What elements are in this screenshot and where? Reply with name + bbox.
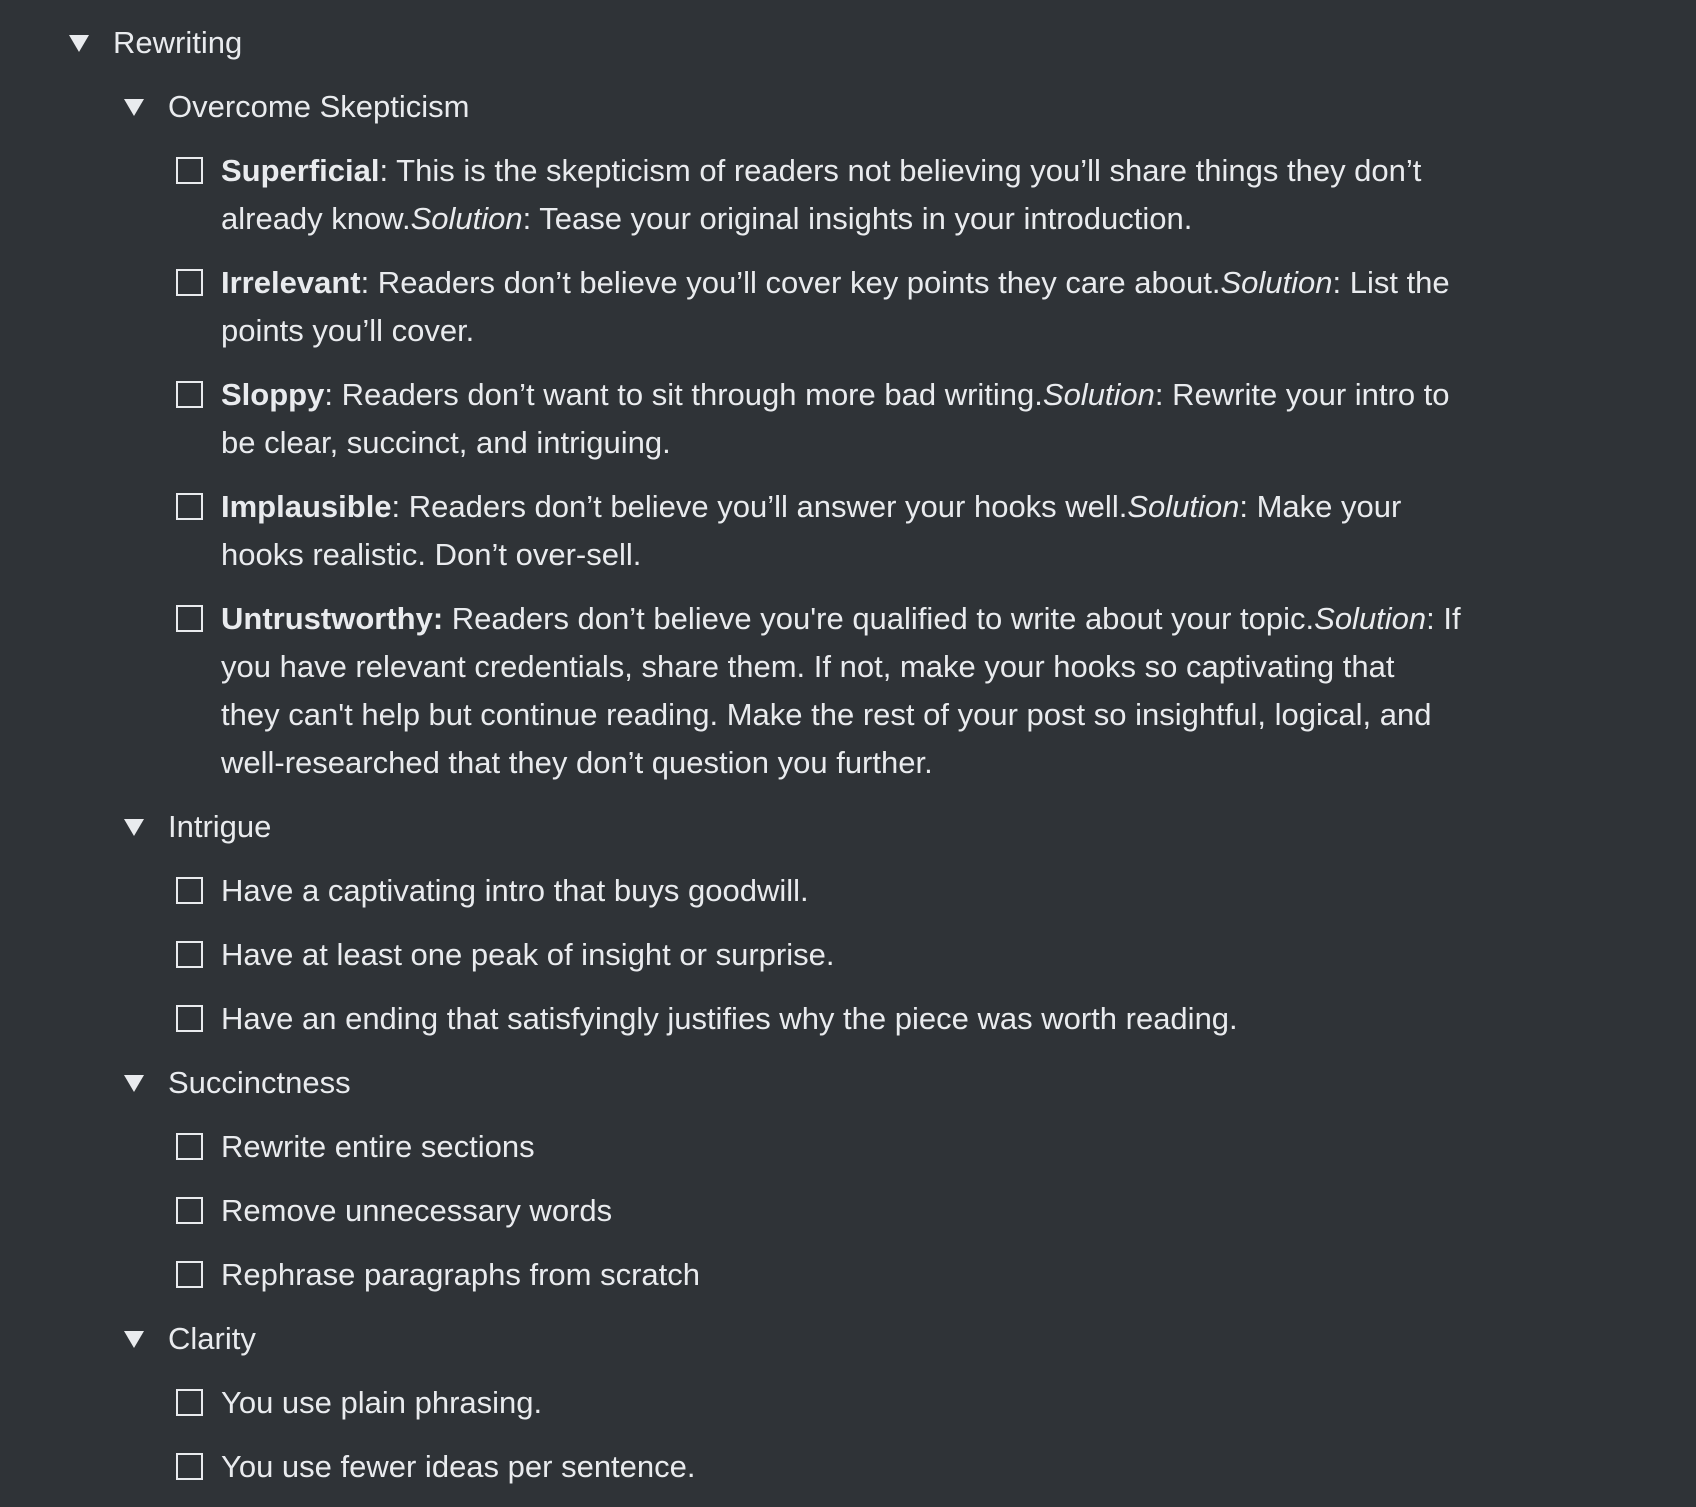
subsection-header <box>0 83 1696 131</box>
item-term: Sloppy <box>221 377 325 412</box>
checklist-item <box>0 1187 1696 1235</box>
collapse-triangle-icon[interactable] <box>124 99 144 116</box>
checklist-item <box>0 483 1696 579</box>
item-text: Have at least one peak of insight or surprise. <box>221 937 835 972</box>
item-text <box>221 483 1461 579</box>
item-text <box>221 147 1461 243</box>
checkbox[interactable] <box>176 941 203 968</box>
checklist-item <box>0 995 1696 1043</box>
collapse-triangle-icon[interactable] <box>124 1075 144 1092</box>
checklist-item <box>0 371 1696 467</box>
checklist-item <box>0 931 1696 979</box>
outline <box>0 19 1696 1507</box>
collapse-triangle-icon[interactable] <box>69 35 89 52</box>
checkbox[interactable] <box>176 1197 203 1224</box>
item-description: Readers don’t believe you're qualified to write about your topic. <box>443 601 1315 636</box>
checkbox[interactable] <box>176 1389 203 1416</box>
item-term: Untrustworthy: <box>221 601 444 636</box>
subsection-header <box>0 803 1696 851</box>
item-text: Rephrase paragraphs from scratch <box>221 1257 701 1292</box>
checklist-item <box>0 1251 1696 1299</box>
solution-text: : List the points you’ll cover. <box>221 265 1450 348</box>
item-description: : This is the skepticism of readers not believing you’ll share things they don’t already know. <box>221 153 1422 236</box>
checklist-item <box>0 1443 1696 1491</box>
collapse-triangle-icon[interactable] <box>124 819 144 836</box>
solution-label: Solution <box>1127 489 1240 524</box>
solution-label: Solution <box>1042 377 1155 412</box>
checkbox[interactable] <box>176 1453 203 1480</box>
checkbox[interactable] <box>176 877 203 904</box>
solution-label: Solution <box>1314 601 1427 636</box>
checklist-item <box>0 259 1696 355</box>
checklist-item <box>0 867 1696 915</box>
section-title: Rewriting <box>113 25 243 60</box>
item-description: : Readers don’t want to sit through more bad writing. <box>324 377 1043 412</box>
item-text: You use fewer ideas per sentence. <box>221 1449 696 1484</box>
solution-text: : Tease your original insights in your introduction. <box>522 201 1193 236</box>
checklist-item <box>0 147 1696 243</box>
checkbox[interactable] <box>176 1133 203 1160</box>
item-text <box>221 595 1461 787</box>
checklist-item <box>0 595 1696 787</box>
solution-label: Solution <box>1220 265 1333 300</box>
subsection-header <box>0 1315 1696 1363</box>
checkbox[interactable] <box>176 1005 203 1032</box>
checkbox[interactable] <box>176 1261 203 1288</box>
item-description: : Readers don’t believe you’ll answer your hooks well. <box>391 489 1128 524</box>
item-text: You use plain phrasing. <box>221 1385 543 1420</box>
solution-text: : If you have relevant credentials, share them. If not, make your hooks so captivating that they can't help but continue reading. Make the rest of your post so insightful, logical, and well-researched that they don’t question you further. <box>221 601 1461 780</box>
subsection-title: Clarity <box>168 1321 256 1356</box>
item-term: Superficial <box>221 153 380 188</box>
checkbox[interactable] <box>176 493 203 520</box>
subsection-title: Intrigue <box>168 809 272 844</box>
item-text: Rewrite entire sections <box>221 1129 535 1164</box>
checkbox[interactable] <box>176 605 203 632</box>
checkbox[interactable] <box>176 157 203 184</box>
item-description: : Readers don’t believe you’ll cover key points they care about. <box>360 265 1221 300</box>
subsection-title: Overcome Skepticism <box>168 89 470 124</box>
solution-text: : Rewrite your intro to be clear, succinct, and intriguing. <box>221 377 1450 460</box>
item-text <box>221 259 1461 355</box>
subsection-header <box>0 1059 1696 1107</box>
checklist-item <box>0 1123 1696 1171</box>
checkbox[interactable] <box>176 269 203 296</box>
checklist-item <box>0 1379 1696 1427</box>
item-text: Have an ending that satisfyingly justifies why the piece was worth reading. <box>221 1001 1238 1036</box>
checkbox[interactable] <box>176 381 203 408</box>
solution-label: Solution <box>410 201 523 236</box>
item-text: Remove unnecessary words <box>221 1193 613 1228</box>
item-term: Irrelevant <box>221 265 361 300</box>
item-term: Implausible <box>221 489 392 524</box>
collapse-triangle-icon[interactable] <box>124 1331 144 1348</box>
section-rewriting <box>0 19 1696 67</box>
subsection-title: Succinctness <box>168 1065 351 1100</box>
solution-text: : Make your hooks realistic. Don’t over-sell. <box>221 489 1402 572</box>
item-text <box>221 371 1461 467</box>
item-text: Have a captivating intro that buys goodwill. <box>221 873 809 908</box>
